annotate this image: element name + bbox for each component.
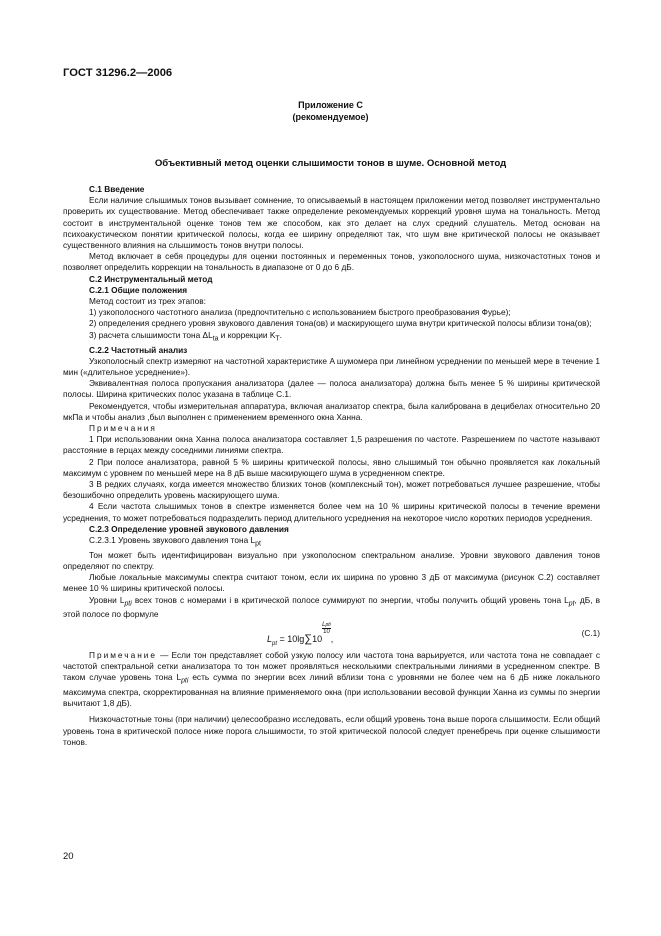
section-c21-heading: С.2.1 Общие положения [89, 284, 188, 295]
section-c22-heading: С.2.2 Частотный анализ [89, 344, 188, 355]
list-item: 1) узкополосного частотного анализа (предпочтительно с использованием быстрого преобразования Фурье); [89, 307, 511, 318]
text-run: , дБ, в этой полосе по формуле [63, 594, 600, 620]
note-label: Примечание [89, 649, 158, 660]
text-run: есть сумма по энергии всех линий вблизи тона с уровнями не более чем на 6 дБ ниже локального максимума спектра, скорректированная на влияние применяемого окна (при использовании весовой функции Ханна из суммы по энергии вычитают 1,8 дБ). [63, 672, 600, 709]
paragraph: Тон может быть идентифицирован визуально при узкополосном спектральном анализе. Уровни звукового давления тонов определяют по спектру. [63, 549, 600, 572]
paragraph: Любые локальные максимумы спектра считают тоном, если их ширина по уровню 3 дБ от максимума (рисунок С.2) составляет менее 10 % ширины критической полосы. [63, 572, 600, 594]
note: 1 При использовании окна Ханна полоса анализатора составляет 1,5 разрешения по частоте. Разрешением по частоте называют расстояние в герцах между соседними линиями спектра. [63, 434, 600, 456]
page-number: 20 [63, 851, 74, 862]
text-run: 3) расчета слышимости тона ΔL [89, 329, 213, 340]
paragraph: Метод включает в себя процедуры для оценки постоянных и переменных тонов, узкополосного шума, низкочастотных тонов и позволяет определить коррекции на тональность в диапазоне от 0 до 6 дБ. [63, 251, 600, 273]
formula-symbol: L [322, 621, 326, 628]
list-item [63, 330, 600, 345]
paragraph: Низкочастотные тоны (при наличии) целесообразно исследовать, если общий уровень тона выше порога слышимости. Если общий уровень тона в критической полосе ниже порога слышимости, то этой критической полосой следует пренебречь при оценке слышимости тонов. [63, 714, 600, 747]
sum-symbol: ∑ [304, 632, 313, 645]
notes-label: Примечания [89, 422, 157, 433]
formula-exponent [322, 622, 331, 635]
subscript: ta [212, 335, 219, 343]
text-run: всех тонов с номерами i в критической полосе суммируют по энергии, чтобы получить общий уровень тона L [131, 594, 569, 605]
appendix-title: Приложение С [298, 100, 363, 110]
note: 4 Если частота слышимых тонов в спектре изменяется более чем на 10 % ширины критической полосы в течение времени усреднения, то может потребоваться подразделить период длительного усреднения на некоторое число коротких периодов усреднения. [63, 501, 600, 523]
subscript: pti [325, 621, 331, 628]
text-run: Уровни L [89, 594, 125, 605]
equation-number: (С.1) [581, 627, 600, 638]
text-run: и коррекции K [218, 329, 276, 340]
section-c2-heading: С.2 Инструментальный метод [89, 273, 213, 284]
text-run: С.2.3.1 Уровень звукового давления тона L [89, 534, 256, 545]
note: 2 При полосе анализатора, равной 5 % ширины критической полосы, явно слышимый тон обычно проявляется как локальный максимум с уровнем по меньшей мере на 8 дБ выше маскирующего шума в усредненном спектре. [63, 456, 600, 478]
formula-row [63, 622, 600, 648]
appendix-subtitle: (рекомендуемое) [292, 112, 369, 122]
section-c1-heading: С.1 Введение [89, 184, 145, 194]
standard-code: ГОСТ 31296.2—2006 [63, 67, 173, 79]
subscript: T [275, 335, 280, 343]
subscript: pt [568, 600, 575, 608]
paragraph: Рекомендуется, чтобы измерительная аппаратура, включая анализатор спектра, была калибрована в децибелах относительно 20 мкПа и чтобы анализ ,был выполнен с применением временного окна Ханна. [63, 400, 600, 422]
paragraph: Если наличие слышимых тонов вызывает сомнение, то описываемый в настоящем приложении метод позволяет инструментально проверить их существование. Метод обеспечивает также определение рекомендуемых коррекций уровня шума на тональность. Метод состоит в инструментальной оценке тонов тем же способом, как это делает на слух средний слушатель. Метод основан на психоакустическом понятии критической полосы, когда ее ширину определяют так, что шум вне критической полосы не оказывает существенного влияния на слышимость тонов внутри полосы. [63, 195, 600, 251]
note [63, 650, 600, 710]
list-item: 2) определения среднего уровня звукового давления тона(ов) и маскирующего шума внутри критической полосы вблизи тона(ов); [89, 318, 592, 329]
subscript: pt [272, 640, 278, 647]
note: 3 В редких случаях, когда имеется множество близких тонов (комплексный тон), может потребоваться лучшее разрешение, чтобы безошибочно определить уровень маскирующего шума. [63, 478, 600, 501]
formula-denominator: 10 [323, 628, 330, 635]
subscript: pt [255, 540, 261, 548]
subscript: pti [124, 600, 132, 608]
paragraph: Узкополосный спектр измеряют на частотной характеристике A шумомера при линейном усреднении по меньшей мере в течение 1 мин («длительное усреднение»). [63, 355, 600, 377]
text-run: . [279, 329, 282, 340]
formula-base: 10 [312, 633, 323, 644]
main-title: Объективный метод оценки слышимости тонов в шуме. Основной метод [154, 158, 507, 169]
section-c23-heading: С.2.3 Определение уровней звукового давления [89, 523, 289, 534]
document-body [63, 184, 600, 748]
formula-text: , [330, 633, 334, 644]
formula-text: = 10lg [277, 633, 305, 644]
text-run: — Если тон представляет собой узкую полосу или частота тона варьируется, или частота тона не совпадает с частотой спектральной сетки анализатора то тон может проявляться несколькими спектральными линиями в усредненном спектре. В таком случае уровень тона L [63, 649, 600, 683]
paragraph: Метод состоит из трех этапов: [89, 296, 206, 307]
subsection-c231 [63, 535, 600, 550]
formula-symbol: L [267, 633, 273, 644]
paragraph [63, 595, 600, 621]
subscript: pti [181, 677, 189, 685]
paragraph: Эквивалентная полоса пропускания анализатора (далее — полоса анализатора) должна быть менее 5 % ширины критической полосы. Ширина критических полос указана в таблице С.1. [63, 378, 600, 400]
formula-c1 [267, 622, 333, 650]
